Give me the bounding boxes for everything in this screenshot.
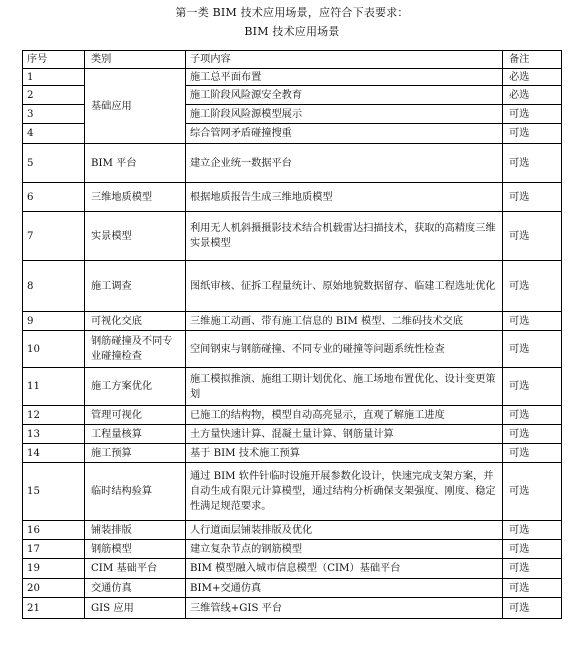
row-item: BIM+交通仿真 (186, 579, 503, 598)
table-row (23, 463, 562, 521)
row-item: 通过 BIM 软件针临时设施开展参数化设计，快速完成支架方案，并自动生成有限元计算模型，通过结构分析确保支架强度、刚度、稳定性满足规范要求。 (186, 463, 503, 521)
row-item: 施工阶段风险源模型展示 (186, 105, 503, 124)
row-no: 16 (23, 521, 85, 540)
row-note: 可选 (503, 598, 562, 619)
row-item: 三维施工动画、带有施工信息的 BIM 模型、二维码技术交底 (186, 312, 503, 331)
table-row (23, 425, 562, 444)
table-row (23, 331, 562, 368)
row-category: 三维地质模型 (85, 183, 186, 212)
row-no: 5 (23, 144, 85, 183)
row-category: 铺装排版 (85, 521, 186, 540)
row-item: BIM 模型融入城市信息模型（CIM）基础平台 (186, 559, 503, 579)
row-category: 钢筋模型 (85, 540, 186, 559)
table-row (23, 406, 562, 425)
row-note: 可选 (503, 559, 562, 579)
row-category: CIM 基础平台 (85, 559, 186, 579)
row-category: 施工预算 (85, 444, 186, 463)
row-no: 7 (23, 212, 85, 261)
row-item: 三维管线+GIS 平台 (186, 598, 503, 619)
row-note: 必选 (503, 69, 562, 86)
row-item: 根据地质报告生成三维地质模型 (186, 183, 503, 212)
document-heading: 第一类 BIM 技术应用场景，应符合下表要求： (175, 6, 409, 19)
row-note: 可选 (503, 105, 562, 124)
row-item: 利用无人机斜摄摄影技术结合机载雷达扫描技术，获取的高精度三维实景模型 (186, 212, 503, 261)
table-row (23, 598, 562, 619)
row-note: 可选 (503, 444, 562, 463)
header-item: 子项内容 (186, 51, 503, 69)
row-category: 管理可视化 (85, 406, 186, 425)
row-item: 空间钢束与钢筋碰撞、不同专业的碰撞等问题系统性检查 (186, 331, 503, 368)
row-no: 21 (23, 598, 85, 619)
row-note: 可选 (503, 521, 562, 540)
table-row (23, 368, 562, 406)
header-category: 类别 (85, 51, 186, 69)
row-category: 交通仿真 (85, 579, 186, 598)
row-category: 施工方案优化 (85, 368, 186, 406)
row-no: 12 (23, 406, 85, 425)
row-no: 4 (23, 124, 85, 144)
row-no: 10 (23, 331, 85, 368)
row-item: 建立复杂节点的钢筋模型 (186, 540, 503, 559)
row-no: 15 (23, 463, 85, 521)
row-note: 可选 (503, 183, 562, 212)
table-row (23, 559, 562, 579)
row-note: 可选 (503, 212, 562, 261)
row-category: 实景模型 (85, 212, 186, 261)
row-item: 施工阶段风险源安全教育 (186, 86, 503, 105)
row-category: BIM 平台 (85, 144, 186, 183)
header-no: 序号 (23, 51, 85, 69)
row-category: 可视化交底 (85, 312, 186, 331)
table-header-row (23, 51, 562, 69)
row-note: 可选 (503, 540, 562, 559)
row-category: 施工调查 (85, 261, 186, 312)
row-category: 基础应用 (85, 69, 186, 144)
row-note: 可选 (503, 124, 562, 144)
table-title: BIM 技术应用场景 (244, 25, 340, 38)
row-note: 可选 (503, 331, 562, 368)
row-no: 17 (23, 540, 85, 559)
row-item: 建立企业统一数据平台 (186, 144, 503, 183)
table-row (23, 444, 562, 463)
row-note: 可选 (503, 406, 562, 425)
row-item: 土方量快速计算、混凝土量计算、钢筋量计算 (186, 425, 503, 444)
row-note: 必选 (503, 86, 562, 105)
row-note: 可选 (503, 425, 562, 444)
row-item: 施工总平面布置 (186, 69, 503, 86)
row-no: 6 (23, 183, 85, 212)
row-item: 施工模拟推演、施组工期计划优化、施工场地布置优化、设计变更策划 (186, 368, 503, 406)
row-note: 可选 (503, 261, 562, 312)
row-note: 可选 (503, 463, 562, 521)
row-item: 图纸审核、征拆工程量统计、原始地貌数据留存、临建工程选址优化 (186, 261, 503, 312)
row-item: 人行道面层铺装排版及优化 (186, 521, 503, 540)
row-no: 1 (23, 69, 85, 86)
row-no: 9 (23, 312, 85, 331)
row-item: 基于 BIM 技术施工预算 (186, 444, 503, 463)
row-no: 8 (23, 261, 85, 312)
row-no: 11 (23, 368, 85, 406)
row-category: 工程量核算 (85, 425, 186, 444)
row-category: GIS 应用 (85, 598, 186, 619)
row-item: 已施工的结构物，模型自动高亮显示，直观了解施工进度 (186, 406, 503, 425)
row-note: 可选 (503, 368, 562, 406)
row-no: 20 (23, 579, 85, 598)
row-category: 临时结构验算 (85, 463, 186, 521)
row-note: 可选 (503, 579, 562, 598)
table-row (23, 540, 562, 559)
table-row (23, 312, 562, 331)
row-item: 综合管网矛盾碰撞搜重 (186, 124, 503, 144)
header-note: 备注 (503, 51, 562, 69)
row-no: 2 (23, 86, 85, 105)
table-row (23, 69, 562, 86)
row-no: 14 (23, 444, 85, 463)
row-no: 13 (23, 425, 85, 444)
table-row (23, 183, 562, 212)
row-note: 可选 (503, 144, 562, 183)
table-row (23, 212, 562, 261)
table-row (23, 144, 562, 183)
table-row (23, 521, 562, 540)
table-row (23, 579, 562, 598)
table-row (23, 261, 562, 312)
row-note: 可选 (503, 312, 562, 331)
row-no: 19 (23, 559, 85, 579)
row-category: 钢筋碰撞及不同专业碰撞检查 (85, 331, 186, 368)
bim-scenario-table (22, 50, 562, 619)
row-no: 3 (23, 105, 85, 124)
